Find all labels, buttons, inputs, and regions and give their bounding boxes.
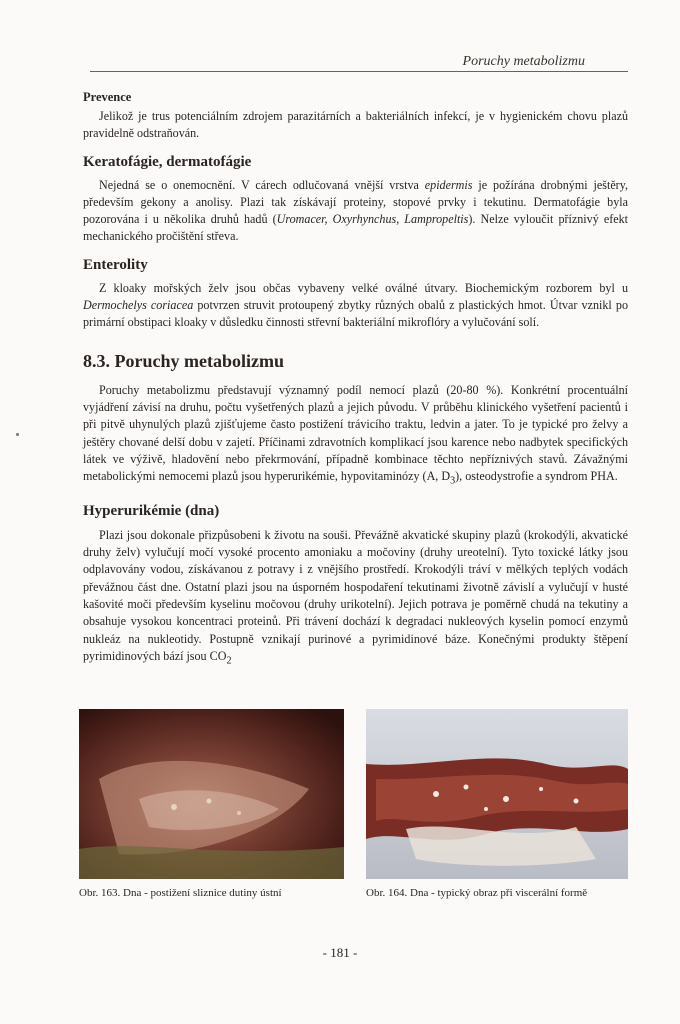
paragraph-chapter — [83, 382, 628, 490]
heading-prevence: Prevence — [83, 90, 132, 104]
italic-term: epidermis — [424, 177, 473, 192]
text-run: ). Nelze vyloučit příznivý efekt mechanického pročištění střeva. — [83, 212, 628, 244]
main-text — [83, 89, 628, 670]
text-run: je požírána drobnými ještěry, především gekony a anolisy. Plazi tak získávají proteiny, stopové prvky i tekutinu. Dermatofágie byla pozorována i u několika druhů hadů ( — [83, 177, 628, 227]
text-run: potvrzen struvit protoupený zbytky různých obalů z plastických hmot. Útvar vznikl po primární obstipaci kloaky v důsledku činnosti střevní bakteriální mikroflóry a vylučování solí. — [83, 298, 628, 330]
figure-163 — [79, 709, 344, 899]
text-run: Plazi jsou dokonale přizpůsobeni k životu na souši. Převážně akvatické skupiny plazů (krokodýli, akvatické druhy želv) vylučují močí vysoké procento amoniaku a močoviny (druhy ureotelní). Tyto toxické látky jsou odplavovány vodou, získávanou z potravy i z vnějšího prostředí. Krokodýli tráví v mělkých teplých vodách převážnou část dne. Ostatní plazi jsou na úsporném hospodaření tekutinami životně závislí a vylučují v husté kašovité moči především kyselinu močovou (druhy urikotelní). Jejich potrava je poměrně chudá na tekutiny a obsahuje vysokou koncentraci proteinů. Při trávení dochází k degradaci nukleových kyselin pomocí enzymů nukleáz na nukleotidy. Postupně vznikají purinové a pyrimidinové báze. Konečnými produkty štěpení pyrimidinových bází jsou CO — [83, 527, 628, 663]
text-run: Z kloaky mořských želv jsou občas vybaveny velké oválné útvary. Biochemickým rozborem byl u — [99, 280, 628, 295]
caption-163: Obr. 163. Dna - postižení sliznice dutiny ústní — [79, 887, 282, 899]
paragraph-prevence: Jelikož je trus potenciálním zdrojem parazitárních a bakteriálních infekcí, je v hygienickém chovu plazů pravidelně odstraňován. — [83, 109, 628, 141]
subscript: 3 — [450, 475, 456, 487]
header-rule — [90, 71, 628, 72]
photo-image — [79, 709, 344, 879]
caption-164: Obr. 164. Dna - typický obraz při viscerální formě — [366, 887, 588, 899]
text-run: Poruchy metabolizmu představují významný podíl nemocí plazů (20-80 %). Konkrétní procentuální vyjádření závisí na druhu, počtu vyšetřených plazů a jejich původu. V průběhu klinického vyšetření pacientů i při pitvě uhynulých plazů zjišťujeme často postižení trávicího traktu, ledvin a jater. To je typické pro želvy a ještěry chované delší dobu v zajetí. Příčinami zdravotních komplikací jsou karence nebo nadbytek specifických látek ve výživě, hladovění nebo překrmování, případně kombinace těchto nepříznivých stavů. Závažnými metabolickými nemocemi plazů jsou hyperurikémie, hypovitaminózy (A, D — [83, 382, 628, 484]
figure-164 — [366, 709, 628, 899]
paragraph-hyperurikemie — [83, 527, 628, 670]
photo-visceral-gout — [366, 709, 628, 879]
paragraph-keratofagie — [83, 177, 628, 246]
heading-hyperurikemie: Hyperurikémie (dna) — [83, 502, 220, 519]
chapter-heading: 8.3. Poruchy metabolizmu — [83, 350, 284, 371]
heading-enterolity: Enterolity — [83, 256, 148, 273]
text-run: Nejedná se o onemocnění. V cárech odlučovaná vnější vrstva — [99, 177, 425, 192]
photo-oral-mucosa — [79, 709, 344, 879]
scan-mark — [16, 433, 19, 436]
running-head: Poruchy metabolizmu — [462, 54, 585, 69]
photo-image — [366, 709, 628, 879]
text-run: ), osteodystrofie a syndrom PHA. — [455, 469, 618, 484]
paragraph-enterolity — [83, 280, 628, 332]
subscript: 2 — [226, 655, 232, 667]
heading-keratofagie: Keratofágie, dermatofágie — [83, 153, 252, 170]
italic-term: Uromacer, Oxyrhynchus, Lampropeltis — [276, 212, 469, 227]
page-number: - 181 - — [322, 945, 358, 960]
italic-term: Dermochelys coriacea — [83, 298, 194, 313]
